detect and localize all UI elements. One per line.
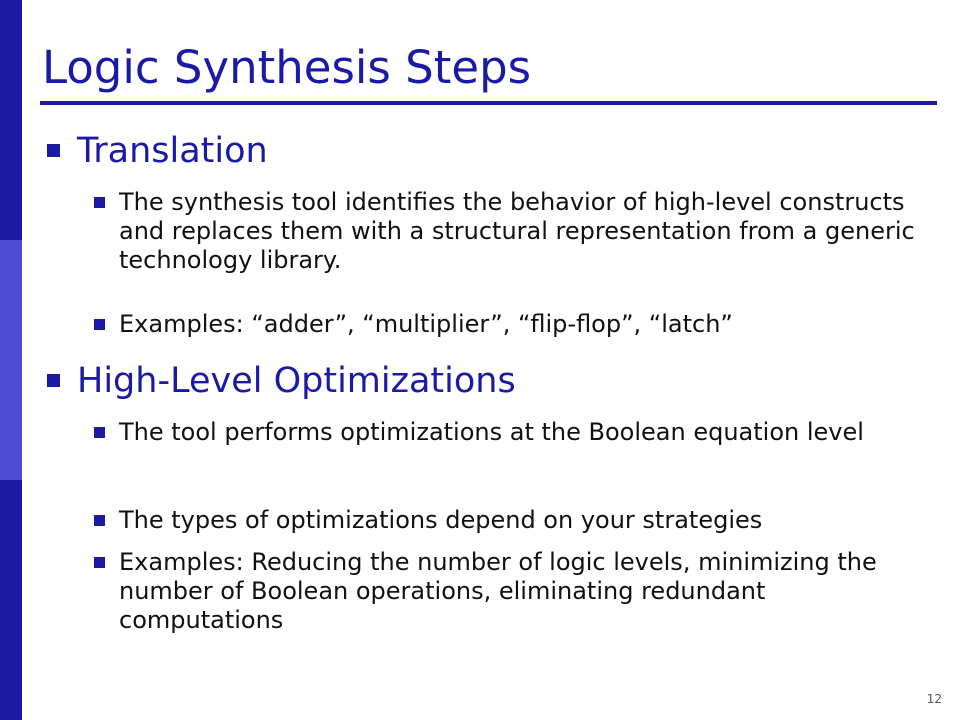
sub-bullet-square-icon [94,515,105,526]
slide-title: Logic Synthesis Steps [42,41,532,94]
bullet-square-icon [47,374,60,387]
bullet-text: The synthesis tool identifies the behavior of high-level constructs and replaces them with a structural representation from a generic technology library. [119,188,915,274]
bullet-text: Examples: Reducing the number of logic levels, minimizing the number of Boolean operations, eliminating redundant computations [119,548,877,634]
bullet-square-icon [47,144,60,157]
sub-bullet-square-icon [94,319,105,330]
bullet-text: The types of optimizations depend on your strategies [119,506,763,534]
section-heading-translation: Translation [77,131,268,171]
bullet-text: The tool performs optimizations at the Boolean equation level [119,418,864,446]
bullet-text: Examples: “adder”, “multiplier”, “flip-flop”, “latch” [119,310,733,338]
sub-bullet-square-icon [94,427,105,438]
page-number: 12 [926,692,942,706]
sub-bullet-square-icon [94,197,105,208]
sub-bullet-square-icon [94,557,105,568]
section-heading-high-level-optimizations: High-Level Optimizations [77,361,516,401]
